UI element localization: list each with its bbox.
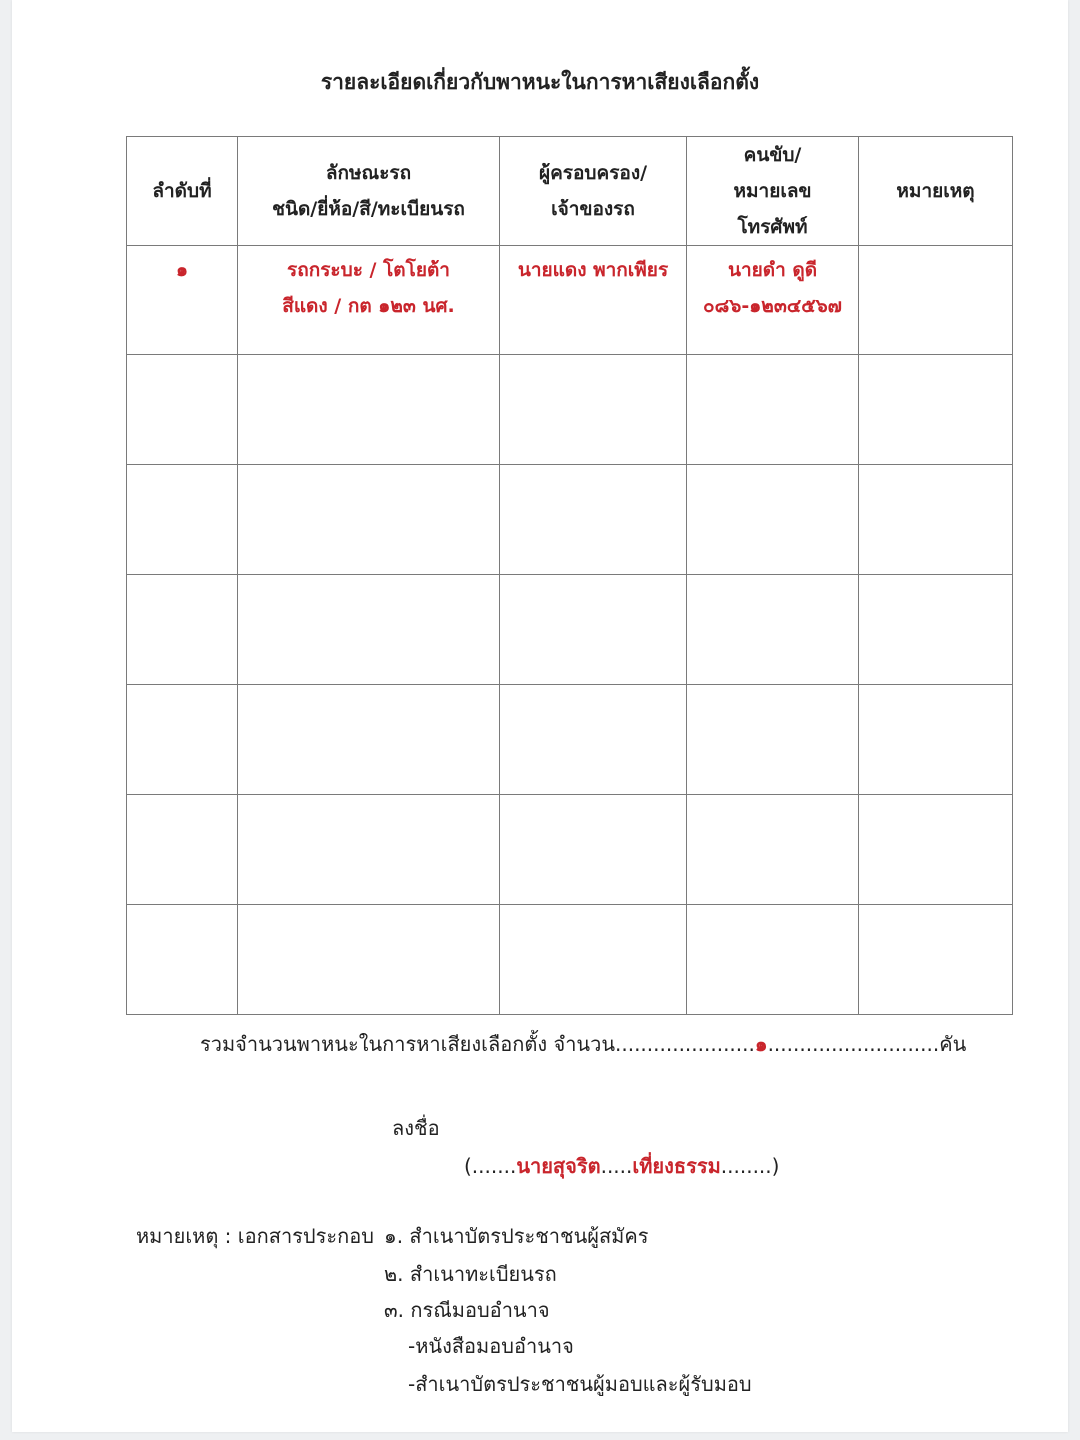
header-vehicle-line1: ลักษณะรถ: [325, 162, 412, 184]
header-driver-line3: โทรศัพท์: [737, 216, 808, 238]
header-owner-line1: ผู้ครอบครอง/: [538, 162, 648, 184]
table-row-empty: [127, 355, 1013, 465]
signature-label: ลงชื่อ: [392, 1116, 440, 1140]
table-row-empty: [127, 905, 1013, 1015]
table-row-empty: [127, 465, 1013, 575]
table-header-row: [127, 137, 1013, 246]
signer-last-name: เที่ยงธรรม: [632, 1154, 721, 1178]
notes-subitem: -หนังสือมอบอำนาจ: [408, 1334, 574, 1358]
table-row-empty: [127, 685, 1013, 795]
total-dots-after: ...........................: [767, 1032, 940, 1056]
cell-driver: [687, 246, 859, 355]
notes-item: ๓. กรณีมอบอำนาจ: [384, 1298, 550, 1322]
total-label: รวมจำนวนพาหนะในการหาเสียงเลือกตั้ง จำนวน: [200, 1032, 615, 1056]
header-owner: [500, 137, 687, 246]
driver-phone: ๐๘๖-๑๒๓๔๕๖๗: [703, 295, 842, 317]
notes-label: หมายเหตุ : เอกสารประกอบ: [136, 1224, 374, 1248]
document-title: รายละเอียดเกี่ยวกับพาหนะในการหาเสียงเลือกตั้ง: [320, 70, 760, 94]
cell-order: ๑: [127, 246, 238, 355]
notes-item: ๑. สำเนาบัตรประชาชนผู้สมัคร: [384, 1224, 649, 1248]
driver-name: นายดำ ดูดี: [727, 259, 818, 281]
total-unit: คัน: [939, 1032, 967, 1056]
header-remark: หมายเหตุ: [859, 137, 1013, 246]
header-vehicle: [238, 137, 500, 246]
header-driver-line1: คนขับ/: [743, 144, 802, 166]
header-order: ลำดับที่: [127, 137, 238, 246]
header-driver: [687, 137, 859, 246]
document-page: [12, 0, 1068, 1432]
cell-owner: นายแดง พากเพียร: [500, 246, 687, 355]
vehicle-color-plate: สีแดง / กต ๑๒๓ นศ.: [282, 295, 455, 317]
table-row-empty: [127, 795, 1013, 905]
table-row: [127, 246, 1013, 355]
total-dots-before: ......................: [615, 1032, 755, 1056]
notes-subitem: -สำเนาบัตรประชาชนผู้มอบและผู้รับมอบ: [408, 1372, 752, 1396]
total-value: ๑: [754, 1032, 768, 1056]
notes-item: ๒. สำเนาทะเบียนรถ: [384, 1262, 557, 1286]
table-row-empty: [127, 575, 1013, 685]
signature-name: (.......นายสุจริต.....เที่ยงธรรม........): [464, 1154, 780, 1178]
header-owner-line2: เจ้าของรถ: [551, 198, 635, 220]
header-driver-line2: หมายเลข: [733, 180, 812, 202]
cell-vehicle: [238, 246, 500, 355]
cell-remark: [859, 246, 1013, 355]
signer-first-name: นายสุจริต: [516, 1154, 601, 1178]
vehicle-type: รถกระบะ / โตโยต้า: [287, 259, 450, 281]
vehicle-total: [200, 1028, 967, 1060]
header-vehicle-line2: ชนิด/ยี่ห้อ/สี/ทะเบียนรถ: [272, 198, 465, 220]
vehicle-table: [126, 136, 1013, 1015]
